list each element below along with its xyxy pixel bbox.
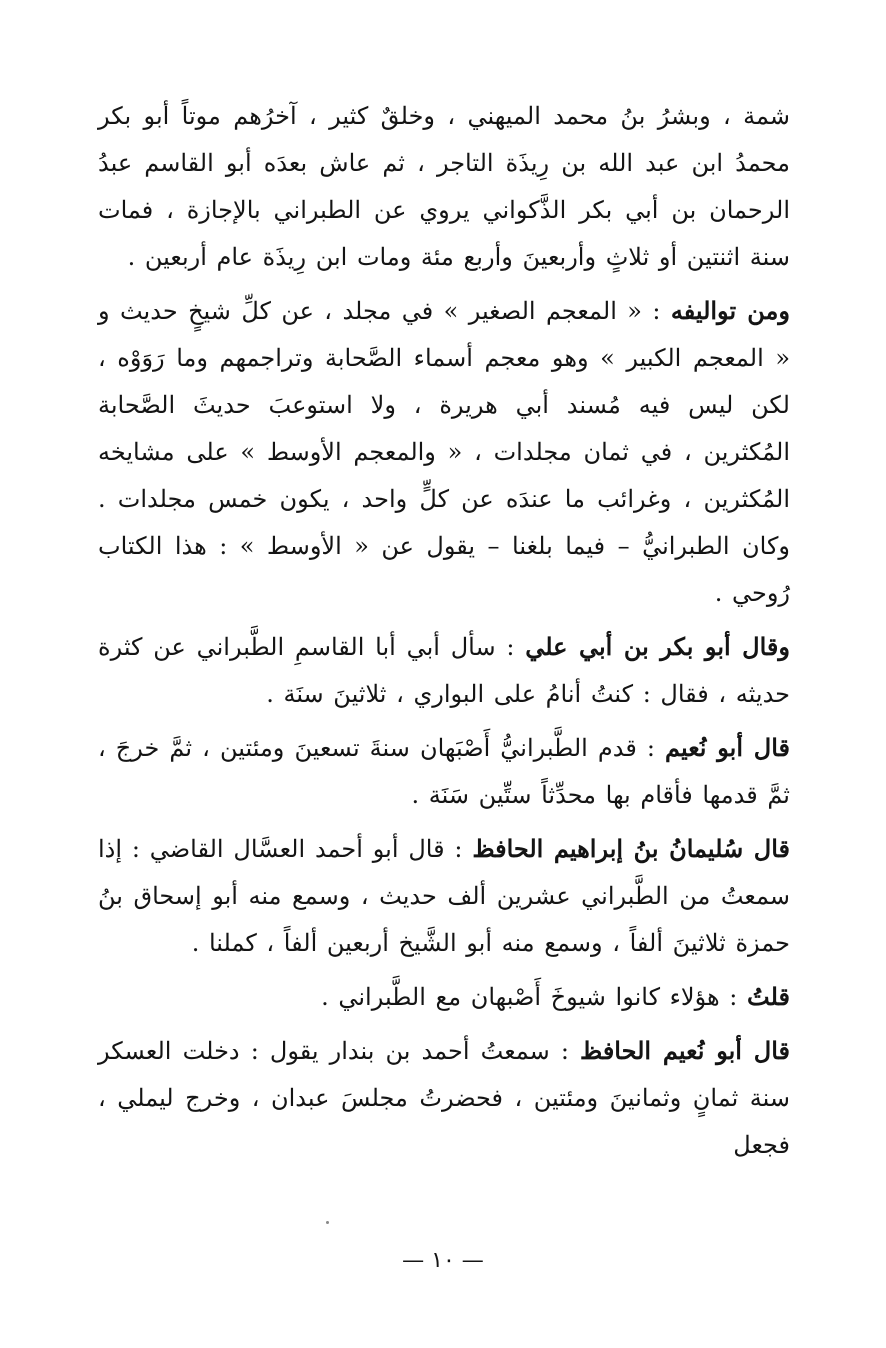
paragraph-6 <box>98 973 790 1021</box>
paragraph-7-lead: قال أبو نُعيم الحافظ <box>580 1036 790 1065</box>
paragraph-6-text: : هؤلاء كانوا شيوخَ أَصْبهان مع الطَّبراني . <box>321 983 748 1011</box>
paragraph-4-text: : قدم الطَّبرانيُّ أَصْبَهان سنةَ تسعينَ ومئتين ، ثمَّ خرجَ ، ثمَّ قدمها فأقام بها محدِّثاً ستِّين سَنَة . <box>98 734 790 809</box>
paragraph-7 <box>98 1027 790 1169</box>
paragraph-4-lead: قال أبو نُعيم <box>665 733 791 762</box>
paragraph-3-lead: وقال أبو بكر بن أبي علي <box>525 632 790 661</box>
paragraph-7-text: : سمعتُ أحمد بن بندار يقول : دخلت العسكر سنة ثمانٍ وثمانينَ ومئتين ، فحضرتُ مجلسَ عبدان ، وخرج ليملي ، فجعل <box>98 1037 791 1159</box>
paragraph-2-text: : « المعجم الصغير » في مجلد ، عن كلِّ شيخٍ حديث و « المعجم الكبير » وهو معجم أسماء الصَّحابة وتراجمهم وما رَوَوْه ، لكن ليس فيه مُسند أبي هريرة ، ولا استوعبَ حديثَ الصَّحابة المُكثرين ، في ثمان مجلدات ، « والمعجم الأوسط » على مشايخه المُكثرين ، وغرائب ما عندَه عن كلٍّ واحد ، يكون خمس مجلدات . وكان الطبرانيُّ – فيما بلغنا – يقول عن « الأوسط » : هذا الكتاب رُوحي . <box>98 297 790 607</box>
paragraph-5 <box>98 825 790 967</box>
paragraph-6-lead: قلتُ <box>747 982 790 1011</box>
print-speck <box>326 1221 329 1224</box>
paragraph-1 <box>98 92 790 281</box>
paragraph-2-lead: ومن تواليفه <box>670 296 790 325</box>
page-number: — ١٠ — <box>402 1248 484 1273</box>
paragraph-4 <box>98 724 790 819</box>
paragraph-5-text: : قال أبو أحمد العسَّال القاضي : إذا سمعتُ من الطَّبراني عشرين ألف حديث ، وسمع منه أبو إسحاق بنُ حمزة ثلاثينَ ألفاً ، وسمع منه أبو الشَّيخ أربعين ألفاً ، كملنا . <box>98 835 790 957</box>
paragraph-5-lead: قال سُليمانُ بنُ إبراهيم الحافظ <box>472 834 790 863</box>
paragraph-1-text: شمة ، وبشرُ بنُ محمد الميهني ، وخلقٌ كثير ، آخرُهم موتاً أبو بكر محمدُ ابن عبد الله بن رِيذَة التاجر ، ثم عاش بعدَه أبو القاسم عبدُ الرحمان بن أبي بكر الذَّكواني يروي عن الطبراني بالإجازة ، فمات سنة اثنتين أو ثلاثٍ وأربعينَ وأربع مئة ومات ابن رِيذَة عام أربعين . <box>98 102 791 271</box>
paragraph-3-text: : سأل أبي أبا القاسمِ الطَّبراني عن كثرة حديثه ، فقال : كنتُ أنامُ على البواري ، ثلاثينَ سنَة . <box>98 633 790 708</box>
paragraph-2 <box>98 287 790 617</box>
paragraph-3 <box>98 623 790 718</box>
page-body <box>98 92 790 1348</box>
